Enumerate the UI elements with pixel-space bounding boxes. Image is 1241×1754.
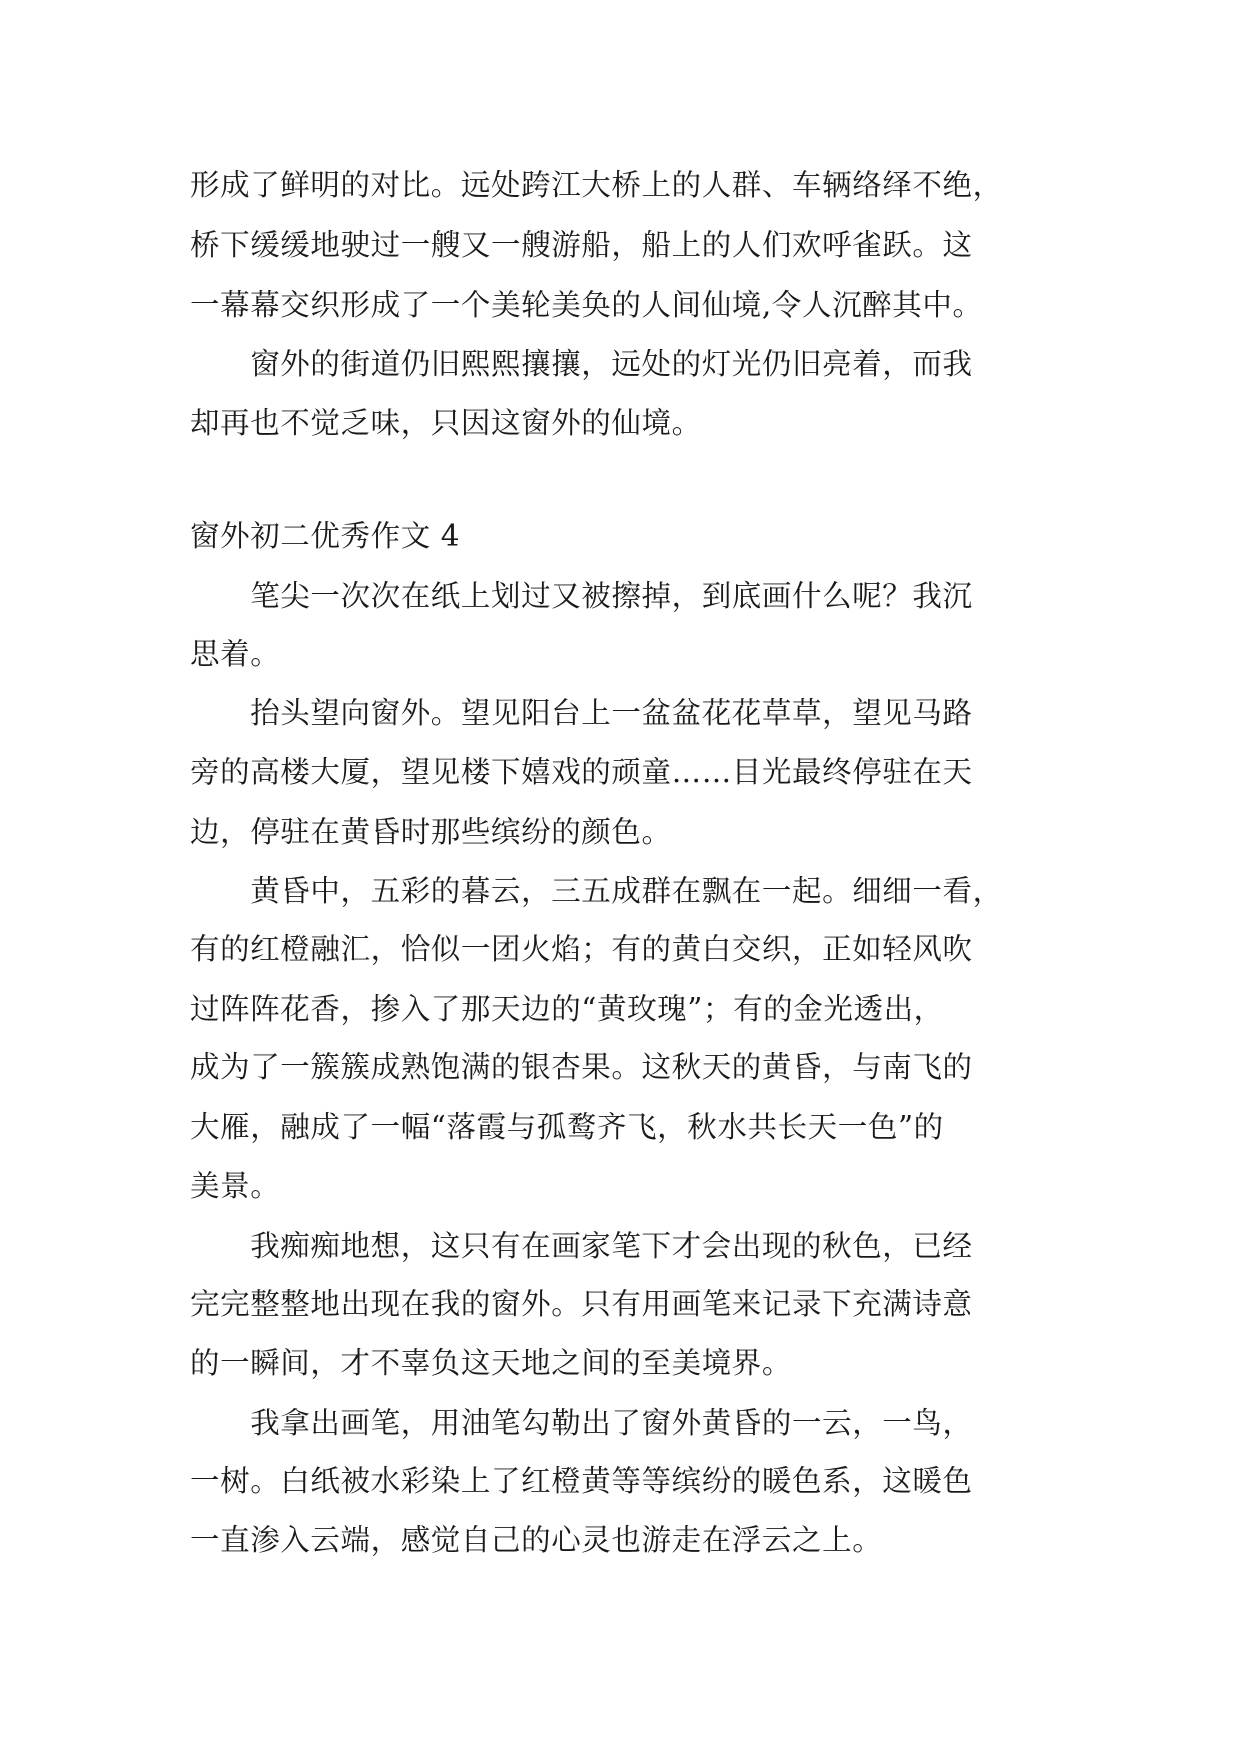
text-line: 旁的高楼大厦，望见楼下嬉戏的顽童……目光最终停驻在天 — [190, 755, 973, 789]
text-line: 抬头望向窗外。望见阳台上一盆盆花花草草，望见马路 — [190, 696, 973, 730]
text-line: 黄昏中，五彩的暮云，三五成群在飘在一起。细细一看， — [190, 874, 1003, 908]
text-line: 思着。 — [190, 637, 281, 671]
text-line: 桥下缓缓地驶过一艘又一艘游船，船上的人们欢呼雀跃。这 — [190, 228, 973, 262]
text-line: 成为了一簇簇成熟饱满的银杏果。这秋天的黄昏，与南飞的 — [190, 1050, 973, 1084]
text-line: 形成了鲜明的对比。远处跨江大桥上的人群、车辆络绎不绝， — [190, 168, 1003, 202]
text-line: 完完整整地出现在我的窗外。只有用画笔来记录下充满诗意 — [190, 1287, 973, 1321]
text-line: 却再也不觉乏味，只因这窗外的仙境。 — [190, 406, 702, 440]
text-line: 笔尖一次次在纸上划过又被擦掉，到底画什么呢？我沉 — [190, 579, 973, 613]
text-line: 一幕幕交织形成了一个美轮美奂的人间仙境,令人沉醉其中。 — [190, 288, 983, 322]
text-line: 我拿出画笔，用油笔勾勒出了窗外黄昏的一云，一鸟， — [190, 1406, 973, 1440]
text-line: 边，停驻在黄昏时那些缤纷的颜色。 — [190, 815, 672, 849]
text-line: 大雁，融成了一幅“落霞与孤鹜齐飞，秋水共长天一色”的 — [190, 1110, 944, 1144]
text-line: 一树。白纸被水彩染上了红橙黄等等缤纷的暖色系，这暖色 — [190, 1464, 973, 1498]
text-line: 的一瞬间，才不辜负这天地之间的至美境界。 — [190, 1346, 793, 1380]
section-heading: 窗外初二优秀作文 4 — [190, 519, 461, 553]
text-line: 一直渗入云端，感觉自己的心灵也游走在浮云之上。 — [190, 1523, 883, 1557]
text-line: 我痴痴地想，这只有在画家笔下才会出现的秋色，已经 — [190, 1229, 973, 1263]
text-line: 美景。 — [190, 1169, 281, 1203]
text-line: 有的红橙融汇，恰似一团火焰；有的黄白交织，正如轻风吹 — [190, 932, 973, 966]
text-line: 过阵阵花香，掺入了那天边的“黄玫瑰”；有的金光透出， — [190, 992, 944, 1026]
text-line: 窗外的街道仍旧熙熙攘攘，远处的灯光仍旧亮着，而我 — [190, 347, 973, 381]
